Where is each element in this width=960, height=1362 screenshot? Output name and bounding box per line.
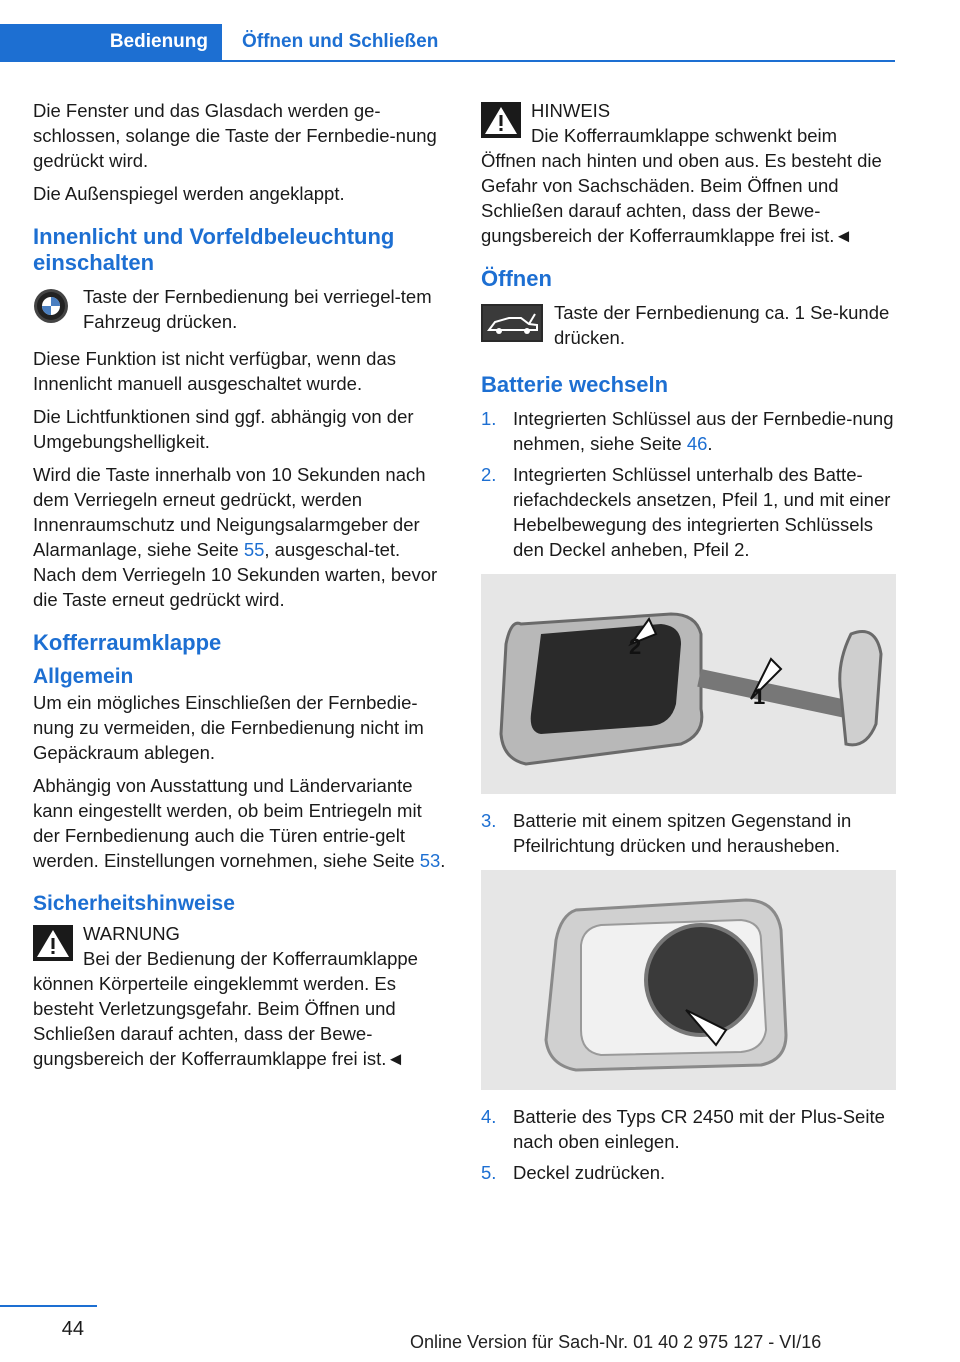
list-item-step-2: 2. Integrierten Schlüssel unterhalb des Batte-riefachdeckels ansetzen, Pfeil 1, und mit einer Hebelbewegung des integrierten Schlüssels den Deckel anheben, Pfeil 2. bbox=[481, 464, 891, 560]
paragraph-alarm: Wird die Taste innerhalb von 10 Sekunden nach dem Verriegeln erneut gedrückt, werden Innenraumschutz und Neigungsalarmgeber der Alarmanlage, siehe Seite 55, ausgeschal-tet. Nach dem Verriegeln 10 Sekunden warten, bevor die Taste erneut gedrückt wird. bbox=[33, 464, 438, 610]
list-item-step-1: 1. Integrierten Schlüssel aus der Fernbedie-nung nehmen, siehe Seite 46. bbox=[481, 408, 894, 454]
paragraph-settings: Abhängig von Ausstattung und Ländervariante kann eingestellt werden, ob beim Entriegeln mit der Fernbedienung auch die Türen entrie-gelt werden. Einstellungen vornehmen, siehe Seite 53. bbox=[33, 775, 446, 871]
page-link-53[interactable]: 53 bbox=[419, 850, 441, 871]
heading-interior-light: Innenlicht und Vorfeldbeleuchtung einschalten bbox=[33, 224, 395, 275]
battery-removal-illustration bbox=[481, 870, 896, 1090]
warning-label: WARNUNG bbox=[83, 923, 180, 944]
warning-notice bbox=[33, 921, 448, 1071]
list-item-step-3: 3. Batterie mit einem spitzen Gegenstand in Pfeilrichtung drücken und herausheben. bbox=[481, 810, 852, 856]
key-battery-cover-illustration bbox=[481, 574, 896, 794]
hint-label: HINWEIS bbox=[531, 100, 611, 121]
heading-trunk-lid: Kofferraumklappe bbox=[33, 630, 222, 655]
warning-text-rest: können Körperteile eingeklemmt werden. Es besteht Verletzungsgefahr. Beim Öffnen und Schließen darauf achten, dass der Bewe-gungsbereich der Kofferraumklappe frei ist.◄ bbox=[33, 973, 405, 1069]
open-instruction-text: Taste der Fernbedienung ca. 1 Se-kunde drücken. bbox=[554, 302, 890, 348]
heading-battery-change: Batterie wechseln bbox=[481, 372, 669, 397]
footer-divider bbox=[0, 1305, 97, 1307]
interior-light-text: Taste der Fernbedienung bei verriegel-tem Fahrzeug drücken. bbox=[83, 286, 432, 332]
left-column bbox=[33, 98, 448, 1079]
page-link-46[interactable]: 46 bbox=[686, 433, 708, 454]
bmw-logo-icon bbox=[33, 288, 69, 330]
battery-steps-list-cont bbox=[481, 808, 896, 858]
online-version-note: Online Version für Sach-Nr. 01 40 2 975 127 - VI/16 bbox=[410, 1332, 822, 1352]
battery-steps-list bbox=[481, 406, 896, 562]
hint-notice bbox=[481, 98, 896, 248]
battery-steps-list-end bbox=[481, 1104, 896, 1185]
tab-bedienung[interactable]: Bedienung bbox=[0, 24, 222, 60]
hint-text-rest: Öffnen nach hinten und oben aus. Es besteht die Gefahr von Sachschäden. Beim Öffnen und Schließen darauf achten, dass der Bewe-gungsbereich der Kofferraumklappe frei ist.◄ bbox=[481, 150, 882, 246]
paragraph-lock-in: Um ein mögliches Einschließen der Fernbedie-nung zu vermeiden, die Fernbedienung nicht im Gepäckraum ablegen. bbox=[33, 692, 424, 763]
page-number: 44 bbox=[61, 1318, 84, 1340]
heading-open: Öffnen bbox=[481, 266, 552, 291]
paragraph-function-unavailable: Diese Funktion ist nicht verfügbar, wenn das Innenlicht manuell ausgeschaltet wurde. bbox=[33, 348, 396, 394]
heading-safety-notes: Sicherheitshinweise bbox=[33, 892, 235, 915]
trunk-car-icon bbox=[481, 304, 543, 348]
hint-text-first: Die Kofferraumklappe schwenkt beim bbox=[531, 125, 838, 146]
tab-oeffnen-schliessen[interactable]: Öffnen und Schließen bbox=[242, 31, 439, 52]
list-item-step-5: 5. Deckel zudrücken. bbox=[481, 1162, 666, 1183]
arrow-label-2: 2 bbox=[629, 634, 642, 659]
heading-general: Allgemein bbox=[33, 665, 134, 688]
right-column bbox=[481, 98, 896, 1191]
header-divider bbox=[0, 60, 895, 62]
arrow-label-1: 1 bbox=[753, 684, 766, 709]
page-link-55[interactable]: 55 bbox=[243, 539, 265, 560]
paragraph-light-functions: Die Lichtfunktionen sind ggf. abhängig von der Umgebungshelligkeit. bbox=[33, 406, 414, 452]
list-item-step-4: 4. Batterie des Typs CR 2450 mit der Plus-Seite nach oben einlegen. bbox=[481, 1106, 885, 1152]
interior-light-instruction bbox=[33, 284, 448, 338]
warning-text-first: Bei der Bedienung der Kofferraumklappe bbox=[83, 948, 418, 969]
paragraph-mirrors: Die Außenspiegel werden angeklappt. bbox=[33, 183, 345, 204]
warning-triangle-icon bbox=[33, 925, 73, 967]
open-instruction bbox=[481, 300, 896, 354]
warning-triangle-icon bbox=[481, 102, 521, 144]
header-tabbar bbox=[0, 24, 895, 62]
paragraph-windows: Die Fenster und das Glasdach werden ge-schlossen, solange die Taste der Fernbedie-nung gedrückt wird. bbox=[33, 100, 437, 171]
